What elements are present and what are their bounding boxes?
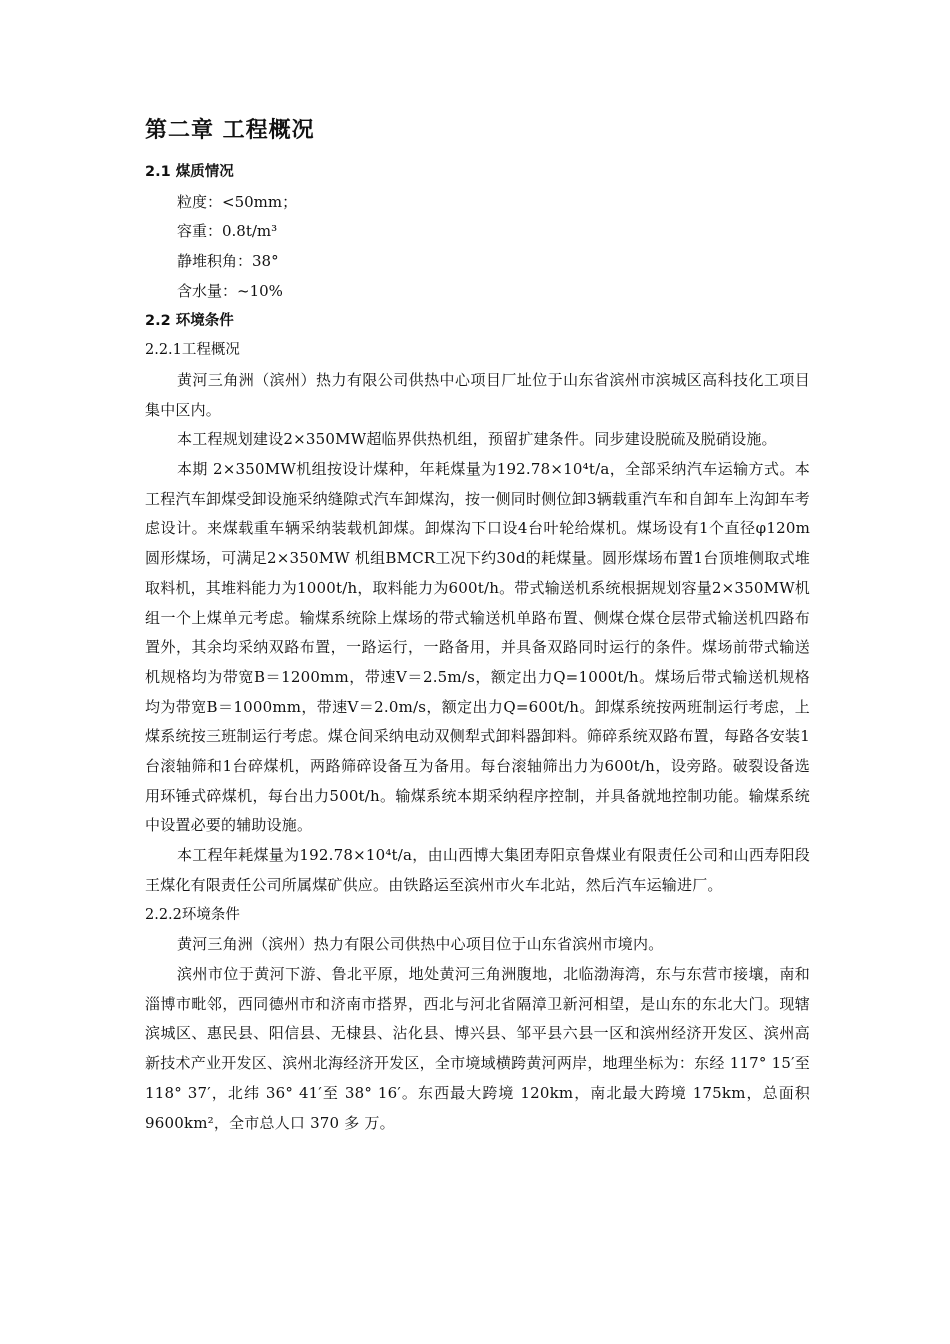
section-heading-2-2: 2.2 环境条件 (145, 312, 234, 329)
subsection-heading-2-2-1: 2.2.1工程概况 (145, 342, 240, 359)
document-body (145, 158, 810, 1138)
chapter-title: 第二章 工程概况 (145, 118, 315, 143)
section-heading-2-1: 2.1 煤质情况 (145, 164, 234, 180)
subsection-heading-2-2-2: 2.2.2环境条件 (145, 906, 240, 923)
paragraph: 本工程规划建设2×350MW超临界供热机组，预留扩建条件。同步建设脱硫及脱硝设施。 (177, 430, 777, 449)
spec-bulk-density: 容重：0.8t/m³ (177, 222, 278, 241)
spec-angle-of-repose: 静堆积角：38° (177, 252, 279, 271)
paragraph: 滨州市位于黄河下游、鲁北平原，地处黄河三角洲腹地，北临渤海湾，东与东营市接壤，南和淄博市毗邻，西同德州市和济南市搭界，西北与河北省隔漳卫新河相望，是山东的东北大门。现辖滨城区、惠民县、阳信县、无棣县、沾化县、博兴县、邹平县六县一区和滨州经济开发区、滨州高新技术产业开发区、滨州北海经济开发区，全市境域横跨黄河两岸，地理坐标为：东经 117° 15′至 118° 37′，北纬 36° 41′至 38° 16′。东西最大跨境 120km，南北最大跨境 175km，总面积 9600km²，全市总人口 370 多 万。 (145, 964, 810, 1132)
spec-moisture: 含水量：~10% (177, 281, 283, 300)
paragraph: 本工程年耗煤量为192.78×10⁴t/a，由山西博大集团寿阳京鲁煤业有限责任公司和山西寿阳段王煤化有限责任公司所属煤矿供应。由铁路运至滨州市火车北站，然后汽车运输进厂。 (145, 846, 810, 894)
paragraph: 本期 2×350MW机组按设计煤种，年耗煤量为192.78×10⁴t/a，全部采纳汽车运输方式。本工程汽车卸煤受卸设施采纳缝隙式汽车卸煤沟，按一侧同时侧位卸3辆载重汽车和自卸车上沟卸车考虑设计。来煤载重车辆采纳装载机卸煤。卸煤沟下口设4台叶轮给煤机。煤场设有1个直径φ120m圆形煤场，可满足2×350MW 机组BMCR工况下约30d的耗煤量。圆形煤场布置1台顶堆侧取式堆取料机，其堆料能力为1000t/h，取料能力为600t/h。带式输送机系统根据规划容量2×350MW机组一个上煤单元考虑。输煤系统除上煤场的带式输送机单路布置、侧煤仓煤仓层带式输送机四路布置外，其余均采纳双路布置，一路运行，一路备用，并具备双路同时运行的条件。煤场前带式输送机规格均为带宽B＝1200mm，带速V＝2.5m/s，额定出力Q=1000t/h。煤场后带式输送机规格均为带宽B＝1000mm，带速V＝2.0m/s，额定出力Q=600t/h。卸煤系统按两班制运行考虑，上煤系统按三班制运行考虑。煤仓间采纳电动双侧犁式卸料器卸料。筛碎系统双路布置，每路各安装1台滚轴筛和1台碎煤机，两路筛碎设备互为备用。每台滚轴筛出力为600t/h，设旁路。破裂设备选用环锤式碎煤机，每台出力500t/h。输煤系统本期采纳程序控制，并具备就地控制功能。输煤系统中设置必要的辅助设施。 (145, 460, 811, 835)
spec-particle-size: 粒度：<50mm； (177, 192, 298, 211)
paragraph: 黄河三角洲（滨州）热力有限公司供热中心项目厂址位于山东省滨州市滨城区高科技化工项目集中区内。 (145, 370, 810, 419)
paragraph: 黄河三角洲（滨州）热力有限公司供热中心项目位于山东省滨州市境内。 (177, 935, 664, 954)
